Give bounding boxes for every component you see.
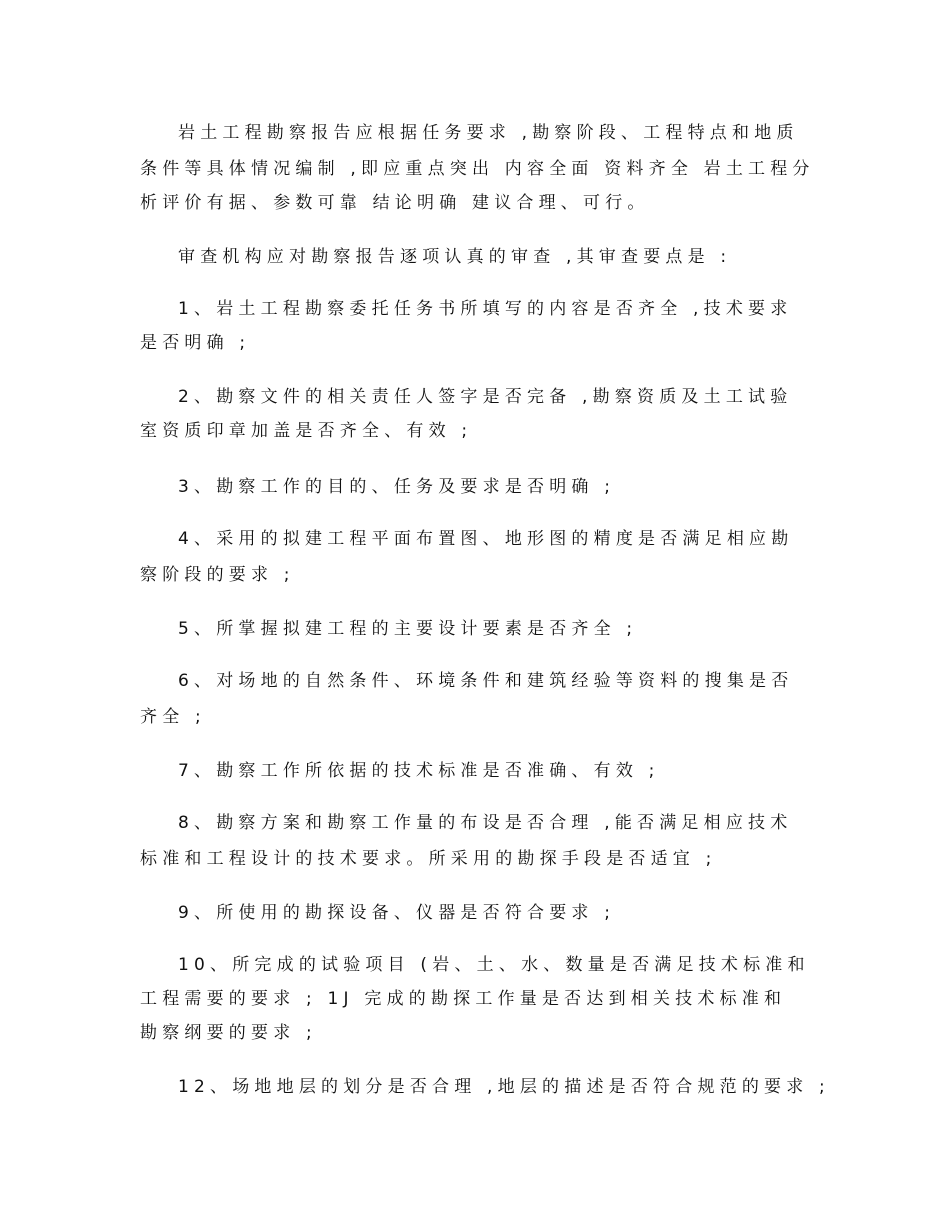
text-line: 室资质印章加盖是否齐全、有效 ; xyxy=(140,421,473,441)
text-line: 4、采用的拟建工程平面布置图、地形图的精度是否满足相应勘 xyxy=(178,529,794,549)
text-line: 8、勘察方案和勘察工作量的布设是否合理 ,能否满足相应技术 xyxy=(178,813,793,833)
text-line: 9、所使用的勘探设备、仪器是否符合要求 ; xyxy=(178,903,616,923)
text-line: 勘察纲要的要求 ; xyxy=(140,1023,317,1043)
text-line: 工程需要的要求 ; 1J 完成的勘探工作量是否达到相关技术标准和 xyxy=(140,989,787,1009)
text-line: 岩土工程勘察报告应根据任务要求 ,勘察阶段、工程特点和地质 xyxy=(178,123,799,143)
text-line: 齐全 ; xyxy=(140,707,206,727)
text-line: 3、勘察工作的目的、任务及要求是否明确 ; xyxy=(178,477,616,497)
text-line: 5、所掌握拟建工程的主要设计要素是否齐全 ; xyxy=(178,619,638,639)
text-line: 标准和工程设计的技术要求。所采用的勘探手段是否适宜 ; xyxy=(140,849,717,869)
text-line: 7、勘察工作所依据的技术标准是否准确、有效 ; xyxy=(178,761,660,781)
text-line: 析评价有据、参数可靠 结论明确 建议合理、可行。 xyxy=(140,193,650,213)
text-line: 察阶段的要求 ; xyxy=(140,565,295,585)
text-line: 10、所完成的试验项目 (岩、土、水、数量是否满足技术标准和 xyxy=(178,955,810,975)
text-line: 审查机构应对勘察报告逐项认真的审查 ,其审查要点是 : xyxy=(178,247,732,267)
text-line: 1、岩土工程勘察委托任务书所填写的内容是否齐全 ,技术要求 xyxy=(178,299,793,319)
text-line: 2、勘察文件的相关责任人签字是否完备 ,勘察资质及土工试验 xyxy=(178,387,793,407)
text-line: 是否明确 ; xyxy=(140,333,251,353)
text-line: 12、场地地层的划分是否合理 ,地层的描述是否符合规范的要求 ; xyxy=(178,1077,830,1097)
text-line: 6、对场地的自然条件、环境条件和建筑经验等资料的搜集是否 xyxy=(178,671,794,691)
text-line: 条件等具体情况编制 ,即应重点突出 内容全面 资料齐全 岩土工程分 xyxy=(140,159,815,179)
